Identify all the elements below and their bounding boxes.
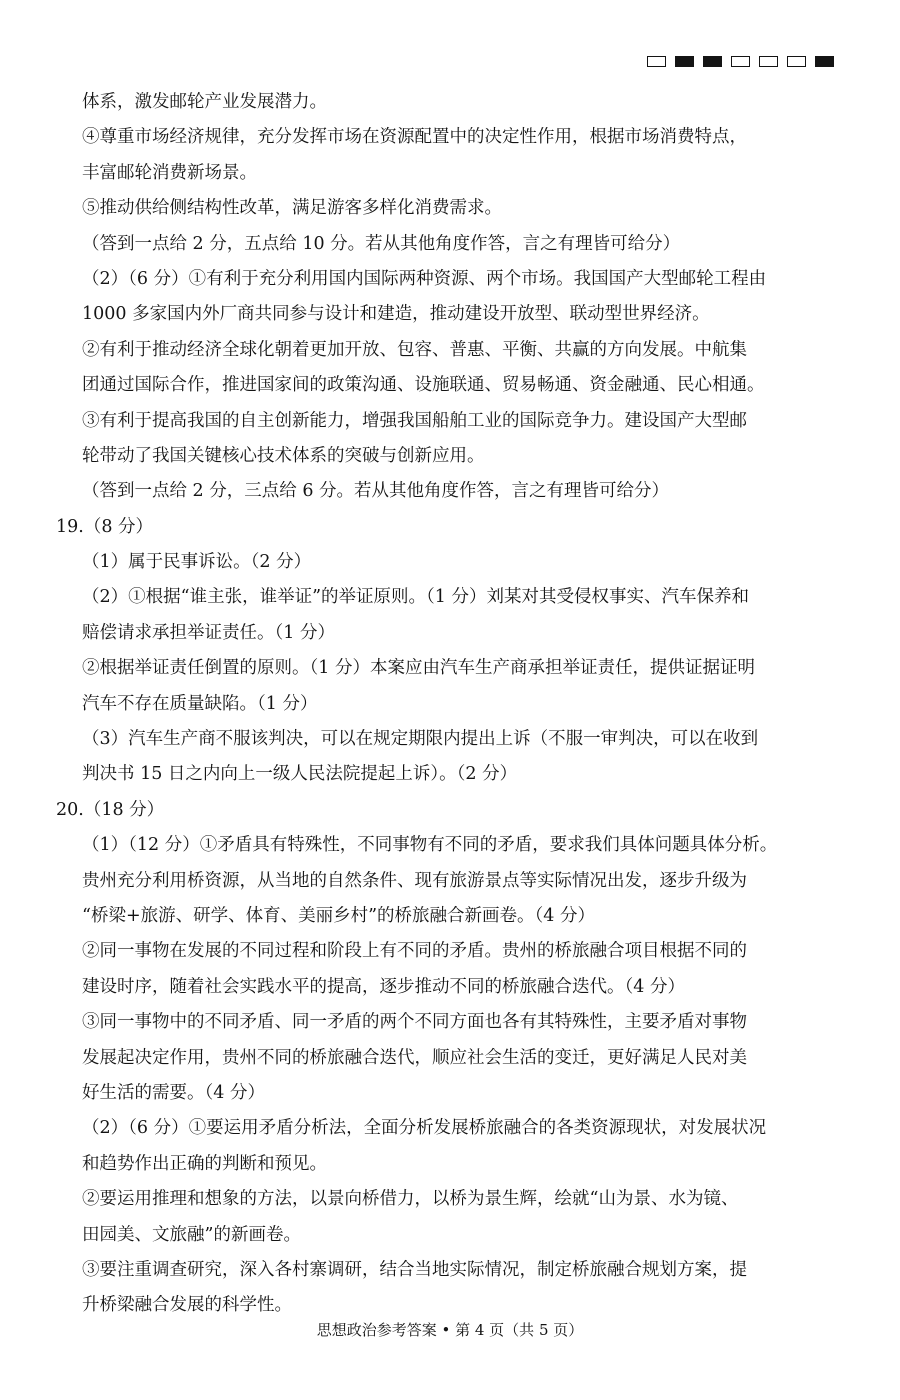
text-line: 轮带动了我国关键核心技术体系的突破与创新应用。 xyxy=(82,445,485,466)
empty-square-mark xyxy=(731,56,750,67)
text-line: ④尊重市场经济规律，充分发挥市场在资源配置中的决定性作用，根据市场消费特点， xyxy=(82,127,747,148)
text-line: ②要运用推理和想象的方法，以景向桥借力，以桥为景生辉，绘就“山为景、水为镜、 xyxy=(82,1189,739,1210)
text-line: （3）汽车生产商不服该判决，可以在规定期限内提出上诉（不服一审判决，可以在收到 xyxy=(82,729,759,750)
empty-square-mark xyxy=(647,56,666,67)
text-line: （1）属于民事诉讼。（2 分） xyxy=(82,552,312,573)
text-line: 1000 多家国内外厂商共同参与设计和建造，推动建设开放型、联动型世界经济。 xyxy=(82,304,710,325)
text-line: 发展起决定作用，贵州不同的桥旅融合迭代，顺应社会生活的变迁，更好满足人民对美 xyxy=(82,1047,747,1068)
text-line: （答到一点给 2 分，三点给 6 分。若从其他角度作答，言之有理皆可给分） xyxy=(82,481,670,502)
text-line: （2）（6 分）①要运用矛盾分析法，全面分析发展桥旅融合的各类资源现状，对发展状况 xyxy=(82,1118,767,1139)
text-line: 丰富邮轮消费新场景。 xyxy=(82,162,257,183)
text-line: ③要注重调查研究，深入各村寨调研，结合当地实际情况，制定桥旅融合规划方案，提 xyxy=(82,1259,747,1280)
text-line: 升桥梁融合发展的科学性。 xyxy=(82,1295,292,1316)
text-line: 20.（18 分） xyxy=(56,799,165,820)
filled-square-mark xyxy=(815,56,834,67)
text-line: 赔偿请求承担举证责任。（1 分） xyxy=(82,622,335,643)
text-line: 汽车不存在质量缺陷。（1 分） xyxy=(82,693,318,714)
page-footer: 思想政治参考答案 • 第 4 页（共 5 页） xyxy=(316,1321,584,1339)
text-line: ②有利于推动经济全球化朝着更加开放、包容、普惠、平衡、共赢的方向发展。中航集 xyxy=(82,339,747,360)
text-line: 好生活的需要。（4 分） xyxy=(82,1082,265,1103)
text-line: 团通过国际合作，推进国家间的政策沟通、设施联通、贸易畅通、资金融通、民心相通。 xyxy=(82,375,765,396)
empty-square-mark xyxy=(787,56,806,67)
text-line: ②同一事物在发展的不同过程和阶段上有不同的矛盾。贵州的桥旅融合项目根据不同的 xyxy=(82,941,747,962)
text-line: 19.（8 分） xyxy=(56,516,154,537)
text-line: 田园美、文旅融”的新画卷。 xyxy=(82,1224,301,1245)
header-marks xyxy=(647,56,834,67)
empty-square-mark xyxy=(759,56,778,67)
text-line: 判决书 15 日之内向上一级人民法院提起上诉）。（2 分） xyxy=(82,764,518,785)
text-line: ②根据举证责任倒置的原则。（1 分）本案应由汽车生产商承担举证责任，提供证据证明 xyxy=(82,658,755,679)
text-line: （2）（6 分）①有利于充分利用国内国际两种资源、两个市场。我国国产大型邮轮工程由 xyxy=(82,268,767,289)
text-line: ③同一事物中的不同矛盾、同一矛盾的两个不同方面也各有其特殊性，主要矛盾对事物 xyxy=(82,1012,747,1033)
text-line: （2）①根据“谁主张，谁举证”的举证原则。（1 分）刘某对其受侵权事实、汽车保养和 xyxy=(82,587,749,608)
answer-content xyxy=(56,85,846,1324)
text-line: 贵州充分利用桥资源，从当地的自然条件、现有旅游景点等实际情况出发，逐步升级为 xyxy=(82,870,747,891)
text-line: 和趋势作出正确的判断和预见。 xyxy=(82,1153,327,1174)
text-line: （1）（12 分）①矛盾具有特殊性，不同事物有不同的矛盾，要求我们具体问题具体分析。 xyxy=(82,835,778,856)
text-line: ⑤推动供给侧结构性改革，满足游客多样化消费需求。 xyxy=(82,198,502,219)
filled-square-mark xyxy=(675,56,694,67)
text-line: “桥梁+旅游、研学、体育、美丽乡村”的桥旅融合新画卷。（4 分） xyxy=(82,905,596,926)
text-line: 建设时序，随着社会实践水平的提高，逐步推动不同的桥旅融合迭代。（4 分） xyxy=(82,976,685,997)
filled-square-mark xyxy=(703,56,722,67)
text-line: ③有利于提高我国的自主创新能力，增强我国船舶工业的国际竞争力。建设国产大型邮 xyxy=(82,410,747,431)
text-line: 体系，激发邮轮产业发展潜力。 xyxy=(82,92,327,112)
text-line: （答到一点给 2 分，五点给 10 分。若从其他角度作答，言之有理皆可给分） xyxy=(82,233,681,254)
